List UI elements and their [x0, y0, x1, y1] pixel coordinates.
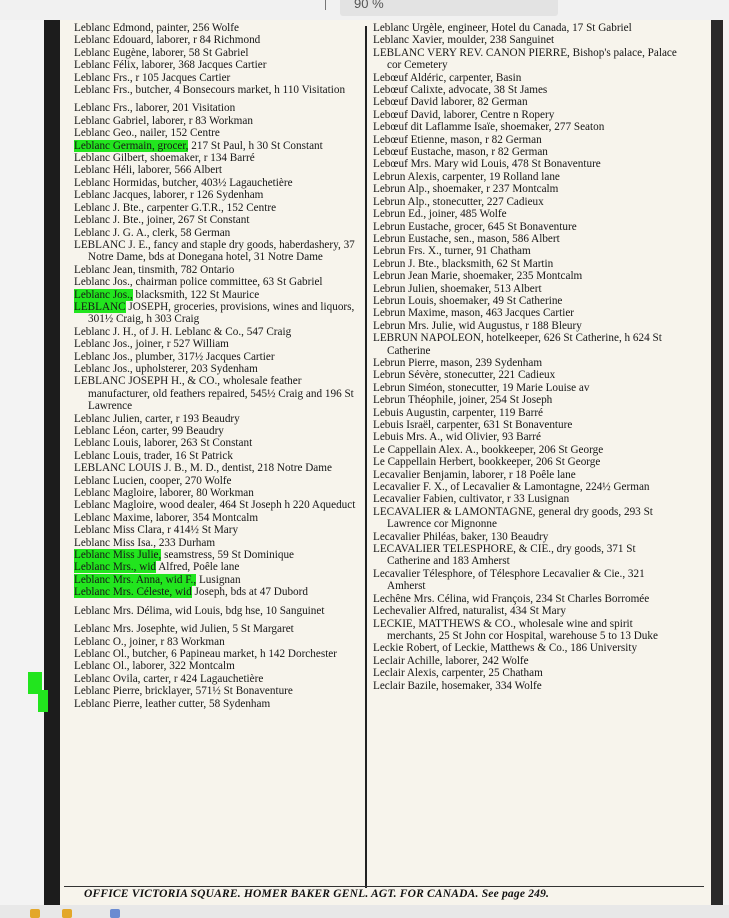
directory-entry	[74, 561, 360, 573]
directory-entry: Lebrun Mrs. Julie, wid Augustus, r 188 Bleury	[373, 319, 582, 332]
directory-entry: Lebuis Mrs. A., wid Olivier, 93 Barré	[373, 431, 541, 444]
zoom-field[interactable]: 90 %	[340, 0, 558, 16]
directory-entry: Leblanc Frs., laborer, 201 Visitation	[74, 102, 236, 115]
highlighted-text: Leblanc Mrs., wid	[74, 561, 157, 574]
directory-entry: Leblanc Edmond, painter, 256 Wolfe	[74, 22, 239, 34]
directory-entry: Lebœuf dit Laflamme Isaïe, shoemaker, 277 Seaton	[373, 121, 605, 134]
folder-icon	[62, 909, 72, 918]
footer-rule	[64, 886, 704, 887]
directory-entry: Leblanc Magloire, wood dealer, 464 St Joseph h 220 Aqueduct	[74, 499, 356, 512]
document-icon	[110, 909, 120, 918]
directory-entry: Leblanc J. G. A., clerk, 58 German	[74, 226, 231, 239]
directory-entry	[74, 140, 360, 152]
directory-entry: Leblanc Edouard, laborer, r 84 Richmond	[74, 34, 261, 47]
directory-entry: Lebrun Maxime, mason, 463 Jacques Cartier	[373, 307, 575, 320]
directory-entry: LEBLANC J. E., fancy and staple dry goods, haberdashery, 37 Notre Dame, bds at Donegana hotel, 31 Notre Dame	[74, 238, 355, 264]
directory-entry: Lebœuf David, laborer, Centre n Ropery	[373, 108, 555, 121]
directory-entry: Leblanc Urgèle, engineer, Hotel du Canada, 17 St Gabriel	[373, 22, 632, 34]
directory-entry: LEBRUN NAPOLEON, hotelkeeper, 626 St Catherine, h 624 St Catherine	[373, 332, 662, 357]
directory-entry: Leblanc Mrs. Délima, wid Louis, bdg hse, 10 Sanguinet	[74, 604, 325, 617]
directory-entry: Lecavalier Télesphore, of Télesphore Lecavalier & Cie., 321 Amherst	[373, 567, 645, 593]
page-right-edge	[711, 20, 723, 905]
directory-entry: Lebœuf Mrs. Mary wid Louis, 478 St Bonaventure	[373, 158, 601, 171]
directory-entry: Leblanc Jos., upholsterer, 203 Sydenham	[74, 362, 258, 375]
page-footer: OFFICE VICTORIA SQUARE. HOMER BAKER GENL. AGT. FOR CANADA. See page 249.	[84, 888, 550, 900]
directory-entry: Lebrun Eustache, grocer, 645 St Bonaventure	[373, 220, 577, 233]
directory-entry: Lebœuf David laborer, 82 German	[373, 96, 528, 109]
entry-text: Alfred, Poêle lane	[156, 561, 240, 574]
viewer-bottom-bar	[0, 905, 729, 918]
directory-entry: Leclair Achille, laborer, 242 Wolfe	[373, 654, 529, 667]
directory-entry: Leblanc Lucien, cooper, 270 Wolfe	[74, 474, 232, 487]
directory-entry: Lebrun J. Bte., blacksmith, 62 St Martin	[373, 257, 554, 270]
entry-text: Lusignan	[196, 573, 241, 586]
directory-entry: Lebœuf Eustache, mason, r 82 German	[373, 146, 548, 159]
viewer-left-margin	[0, 20, 44, 905]
directory-entry: Leblanc Xavier, moulder, 238 Sanguinet	[373, 34, 555, 47]
directory-entry: Leblanc Léon, carter, 99 Beaudry	[74, 425, 224, 437]
directory-entry: Leblanc Geo., nailer, 152 Centre	[74, 127, 220, 140]
directory-entry: Leblanc Maxime, laborer, 354 Montcalm	[74, 511, 259, 524]
left-column	[74, 22, 360, 710]
directory-entry: Leblanc Gilbert, shoemaker, r 134 Barré	[74, 152, 255, 165]
directory-entry: Lechêne Mrs. Célina, wid François, 234 St Charles Borromée	[373, 592, 650, 605]
directory-entry: Lebrun Eustache, sen., mason, 586 Albert	[373, 232, 560, 245]
directory-entry: Lebrun Pierre, mason, 239 Sydenham	[373, 356, 543, 369]
directory-entry: Leblanc Pierre, bricklayer, 571½ St Bonaventure	[74, 685, 293, 698]
entry-text: Joseph, bds at 47 Dubord	[191, 586, 308, 599]
directory-entry: Lebrun Alp., stonecutter, 227 Cadieux	[373, 195, 544, 208]
directory-entry: Lebuis Israël, carpenter, 631 St Bonaventure	[373, 419, 573, 431]
directory-entry: Leblanc Gabriel, laborer, r 83 Workman	[74, 114, 253, 127]
directory-entry: Leblanc Jean, tinsmith, 782 Ontario	[74, 263, 235, 276]
directory-entry: Lebrun Frs. X., turner, 91 Chatham	[373, 245, 531, 258]
directory-entry	[74, 289, 360, 301]
directory-page	[44, 20, 723, 905]
directory-entry	[74, 586, 360, 598]
directory-entry: Leblanc Jacques, laborer, r 126 Sydenham	[74, 189, 264, 202]
entry-text: seamstress, 59 St Dominique	[161, 549, 295, 562]
highlighted-text: Leblanc Jos.,	[74, 288, 133, 301]
highlighted-text: Leblanc Germain, grocer,	[74, 139, 189, 152]
directory-entry: Leclair Alexis, carpenter, 25 Chatham	[373, 667, 543, 680]
directory-entry: LEBLANC JOSEPH H., & CO., wholesale feather manufacturer, old feathers repaired, 545½ Craig and 196 St Lawrence	[74, 375, 354, 413]
directory-entry: Le Cappellain Herbert, bookkeeper, 206 St George	[373, 456, 601, 469]
viewer-toolbar	[0, 0, 729, 20]
directory-entry: LEBLANC VERY REV. CANON PIERRE, Bishop's palace, Palace cor Cemetery	[373, 46, 677, 72]
directory-entry: Leblanc Frs., r 105 Jacques Cartier	[74, 71, 231, 84]
highlighted-text: Leblanc Miss Julie,	[74, 549, 162, 562]
highlighted-text: Leblanc Mrs. Anna, wid F.,	[74, 573, 197, 586]
column-divider	[365, 26, 367, 888]
directory-entry: Lebrun Théophile, joiner, 254 St Joseph	[373, 394, 553, 407]
right-column	[373, 22, 681, 692]
directory-entry: LECKIE, MATTHEWS & CO., wholesale wine and spirit merchants, 25 St John cor Hospital, warehouse 5 to 13 Duke	[373, 617, 658, 642]
directory-entry: Leblanc Louis, laborer, 263 St Constant	[74, 437, 253, 450]
directory-entry: Lecavalier Philéas, baker, 130 Beaudry	[373, 530, 549, 543]
directory-entry: Leblanc Hormidas, butcher, 403½ Lagauchetière	[74, 176, 293, 189]
directory-entry: Lebœuf Etienne, mason, r 82 German	[373, 133, 542, 146]
directory-entry: Lebuis Augustin, carpenter, 119 Barré	[373, 406, 544, 419]
directory-entry: Lecavalier F. X., of Lecavalier & Lamontagne, 224½ German	[373, 481, 650, 494]
directory-entry: Leblanc Julien, carter, r 193 Beaudry	[74, 412, 240, 425]
directory-entry: Lebrun Alexis, carpenter, 19 Rolland lane	[373, 170, 560, 183]
directory-entry: Leblanc Jos., chairman police committee, 63 St Gabriel	[74, 276, 323, 289]
directory-entry: Leckie Robert, of Leckie, Matthews & Co., 186 University	[373, 642, 638, 655]
directory-entry: Le Cappellain Alex. A., bookkeeper, 206 St George	[373, 443, 604, 456]
directory-entry: Lebrun Louis, shoemaker, 49 St Catherine	[373, 294, 563, 307]
directory-entry: Leblanc J. Bte., carpenter G.T.R., 152 Centre	[74, 201, 277, 214]
directory-entry: Leblanc Miss Isa., 233 Durham	[74, 536, 216, 549]
directory-entry: Leblanc Frs., butcher, 4 Bonsecours market, h 110 Visitation	[74, 84, 346, 97]
directory-entry: Lecavalier Benjamin, laborer, r 18 Poêle lane	[373, 468, 576, 481]
directory-entry: Lecavalier Fabien, cultivator, r 33 Lusignan	[373, 493, 570, 506]
folder-icon	[30, 909, 40, 918]
directory-entry: Lebœuf Calixte, advocate, 38 St James	[373, 84, 548, 97]
entry-text: JOSEPH, groceries, provisions, wines and liquors, 301½ Craig, h 303 Craig	[88, 300, 355, 326]
page-binding-edge	[44, 20, 60, 905]
directory-entry: Lebrun Sévère, stonecutter, 221 Cadieux	[373, 369, 556, 382]
directory-entry: Lebrun Siméon, stonecutter, 19 Marie Louise av	[373, 381, 590, 394]
directory-entry: Leblanc O., joiner, r 83 Workman	[74, 635, 225, 648]
toolbar-separator	[325, 0, 326, 10]
directory-entry	[74, 301, 360, 326]
directory-entry: Leblanc Héli, laborer, 566 Albert	[74, 164, 223, 177]
directory-entry: Lebœuf Aldéric, carpenter, Basin	[373, 71, 522, 84]
directory-entry: Leblanc Louis, trader, 16 St Patrick	[74, 449, 233, 462]
directory-entry: LECAVALIER TELESPHORE, & CIE., dry goods, 371 St Catherine and 183 Amherst	[373, 543, 636, 568]
directory-entry: LECAVALIER & LAMONTAGNE, general dry goods, 293 St Lawrence cor Mignonne	[373, 505, 653, 531]
directory-entry: Lebrun Julien, shoemaker, 513 Albert	[373, 282, 542, 295]
directory-entry: Leblanc Ol., butcher, 6 Papineau market, h 142 Dorchester	[74, 647, 337, 660]
directory-entry: Leblanc Mrs. Josephte, wid Julien, 5 St Margaret	[74, 623, 294, 636]
directory-entry: Leblanc Magloire, laborer, 80 Workman	[74, 487, 254, 500]
directory-entry	[74, 549, 360, 561]
directory-entry: Lebrun Jean Marie, shoemaker, 235 Montcalm	[373, 270, 583, 283]
directory-entry: Leblanc Jos., plumber, 317½ Jacques Cartier	[74, 350, 275, 363]
directory-entry: Lebrun Ed., joiner, 485 Wolfe	[373, 208, 507, 221]
directory-entry: Leblanc J. H., of J. H. Leblanc & Co., 547 Craig	[74, 325, 292, 338]
directory-entry: Lechevalier Alfred, naturalist, 434 St Mary	[373, 605, 566, 618]
entry-text: 217 St Paul, h 30 St Constant	[188, 139, 323, 152]
directory-entry: Leblanc Ol., laborer, 322 Montcalm	[74, 660, 235, 673]
entry-text: blacksmith, 122 St Maurice	[132, 288, 260, 301]
highlight-tab	[38, 690, 48, 712]
directory-entry: Leblanc Ovila, carter, r 424 Lagauchetière	[74, 672, 264, 685]
directory-entry	[74, 574, 360, 586]
directory-entry: Leblanc J. Bte., joiner, 267 St Constant	[74, 214, 250, 227]
directory-entry: Leblanc Félix, laborer, 368 Jacques Cartier	[74, 59, 267, 72]
directory-entry: Leblanc Eugène, laborer, 58 St Gabriel	[74, 46, 249, 59]
directory-entry: Leblanc Pierre, leather cutter, 58 Sydenham	[74, 697, 271, 710]
highlighted-text: Leblanc Mrs. Céleste, wid	[74, 586, 192, 599]
highlighted-text: LEBLANC	[74, 300, 126, 313]
directory-entry: Leblanc Miss Clara, r 414½ St Mary	[74, 524, 239, 537]
viewer-right-margin	[723, 20, 729, 905]
directory-entry: Lebrun Alp., shoemaker, r 237 Montcalm	[373, 183, 559, 196]
directory-entry: LEBLANC LOUIS J. B., M. D., dentist, 218 Notre Dame	[74, 462, 332, 475]
directory-entry: Leclair Bazile, hosemaker, 334 Wolfe	[373, 679, 542, 692]
directory-entry: Leblanc Jos., joiner, r 527 William	[74, 338, 229, 351]
